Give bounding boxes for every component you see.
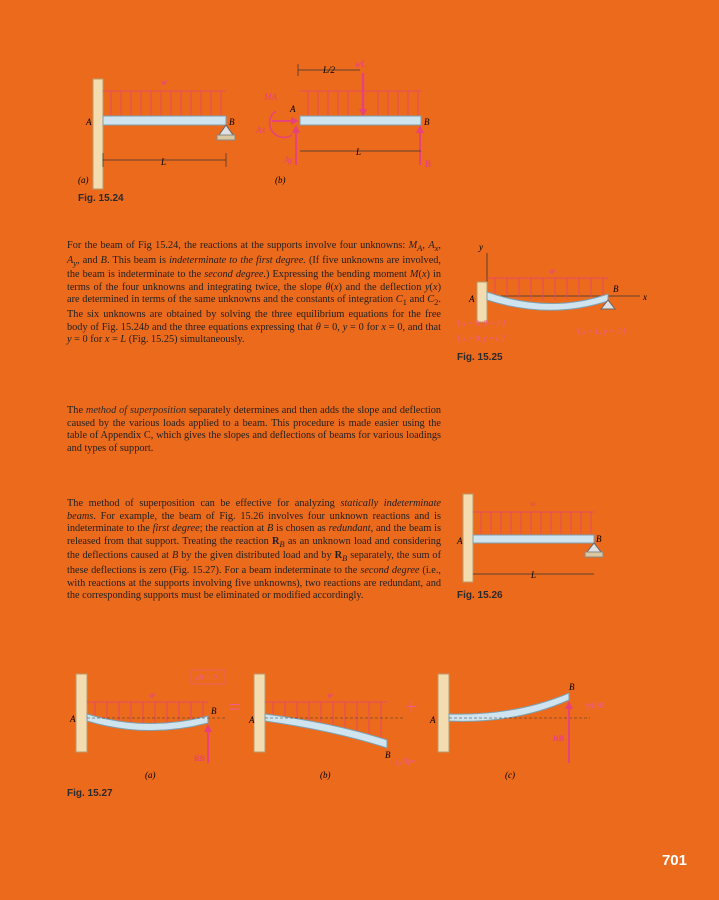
wall-support xyxy=(477,282,487,322)
point-label-b: B xyxy=(385,750,391,760)
figure-15-26 xyxy=(455,490,635,590)
figure-caption: Fig. 15.25 xyxy=(457,352,503,363)
paragraph: The method of superposition separately determines and then adds the slope and deflection caused by the various loads applied to a beam. This procedure is made easier using the table of Appendix C, which gives the slopes and deflections of beams for various loadings and types of support. xyxy=(67,405,441,454)
plus-sign: + xyxy=(405,694,418,719)
figure-15-27 xyxy=(65,668,665,788)
length-label: L xyxy=(161,157,167,167)
figure-caption: Fig. 15.26 xyxy=(457,590,503,601)
deflected-beam xyxy=(87,714,208,731)
boundary-condition-1: [ x = 0, θ = 0 ] xyxy=(457,319,506,328)
beam-b xyxy=(300,116,421,125)
boundary-condition-3: [ x = L, y = 0 ] xyxy=(577,327,626,336)
point-label-a-b: A xyxy=(290,104,296,114)
beam xyxy=(473,535,594,543)
subfig-a: (a) xyxy=(145,770,156,780)
reaction-label: RB xyxy=(194,754,206,763)
point-label-a: A xyxy=(249,715,255,725)
wall-support xyxy=(93,79,103,189)
point-label-a: A xyxy=(430,715,436,725)
wall-support xyxy=(76,674,87,752)
distributed-load xyxy=(487,278,608,300)
reaction-b-label: B xyxy=(425,159,432,169)
deflected-beam xyxy=(449,693,569,721)
deflected-beam xyxy=(487,292,608,310)
point-label-b: B xyxy=(211,706,217,716)
point-label-a: A xyxy=(469,294,475,304)
paragraph: The method of superposition can be effective for analyzing statically indeterminate beams. For example, the beam of Fig. 15.26 involves four unknown reactions and is indeterminate to the first degree; the reaction at B is chosen as redundant, and the beam is released from that support. Treating the reaction $R_B$ as an unknown load and considering the deflections caused at B by the given distributed load and by $R_B$ separately, the sum of these deflections is zero (Fig. 15.27). For a beam indeterminate to the second degree (i.e., with reactions at the supports involving five unknowns), two reactions are redundant, and the corresponding supports must be eliminated or modified accordingly. xyxy=(67,498,442,602)
point-label-b: B xyxy=(596,534,602,544)
deflection-reaction-label: (yB)R xyxy=(585,701,604,710)
point-label-a: A xyxy=(70,714,76,724)
distributed-load xyxy=(473,512,594,535)
load-label-w: w xyxy=(549,266,556,276)
load-label-w: w xyxy=(161,77,168,87)
deflection-load-label: (yB)w xyxy=(396,757,416,766)
distributed-load xyxy=(103,91,226,116)
load-label-w: w xyxy=(327,690,334,700)
subfig-a: (a) xyxy=(78,175,89,185)
length-label: L xyxy=(531,570,537,580)
subfig-c: (c) xyxy=(505,770,515,780)
reaction-ax-label: Ax xyxy=(256,125,266,135)
subfig-b: (b) xyxy=(320,770,331,780)
half-length-label: L/2 xyxy=(323,65,336,75)
point-label-a: A xyxy=(86,117,92,127)
length-label-b: L xyxy=(356,147,362,157)
roller-support xyxy=(587,543,601,552)
figure-15-25 xyxy=(455,238,665,368)
equals-sign: = xyxy=(228,694,241,719)
load-label-w: w xyxy=(530,498,537,508)
load-label-w: w xyxy=(149,690,156,700)
point-label-b-b: B xyxy=(424,117,430,127)
wall-support xyxy=(463,494,473,582)
paragraph: For the beam of Fig 15.24, the reactions at the supports involve four unknowns: $M_A$, $A_x$, $A_y$, and B. This beam is indeterminate to the first degree. (If five unknowns are involved, the beam is indeterminate to the second degree.) Expressing the bending moment M(x) in terms of the four unknowns and integrating twice, the slope θ(x) and the deflection y(x) are determined in terms of the same unknowns and the constants of integration $C_1$ and $C_2$. The six unknowns are obtained by solving the three equilibrium equations for the free body of Fig. 15.24b and the three equations expressing that θ = 0, y = 0 for x = 0, and that y = 0 for x = L (Fig. 15.25) simultaneously. xyxy=(67,240,441,346)
reaction-ay-label: Ay xyxy=(284,155,293,165)
figure-caption: Fig. 15.24 xyxy=(78,193,124,204)
subfig-b: (b) xyxy=(275,175,286,185)
point-label-b: B xyxy=(229,117,235,127)
axis-x-label: x xyxy=(643,292,647,302)
wall-support xyxy=(254,674,265,752)
figure-15-24 xyxy=(80,55,450,205)
page-number: 701 xyxy=(661,852,687,869)
figure-caption: Fig. 15.27 xyxy=(67,788,113,799)
boundary-condition-2: [ x = 0, y = 0 ] xyxy=(457,334,506,343)
point-label-a: A xyxy=(457,536,463,546)
moment-arrow xyxy=(270,111,292,137)
point-label-b: B xyxy=(613,284,619,294)
moment-label: MA xyxy=(264,92,277,102)
beam xyxy=(103,116,226,125)
deflection-zero-label: yB = 0 xyxy=(195,673,217,682)
axis-y-label: y xyxy=(479,242,483,252)
reaction-label: RB xyxy=(553,734,565,743)
resultant-wl-label: wL xyxy=(355,59,367,69)
point-label-b: B xyxy=(569,682,575,692)
wall-support xyxy=(438,674,449,752)
distributed-load-b xyxy=(300,91,421,116)
